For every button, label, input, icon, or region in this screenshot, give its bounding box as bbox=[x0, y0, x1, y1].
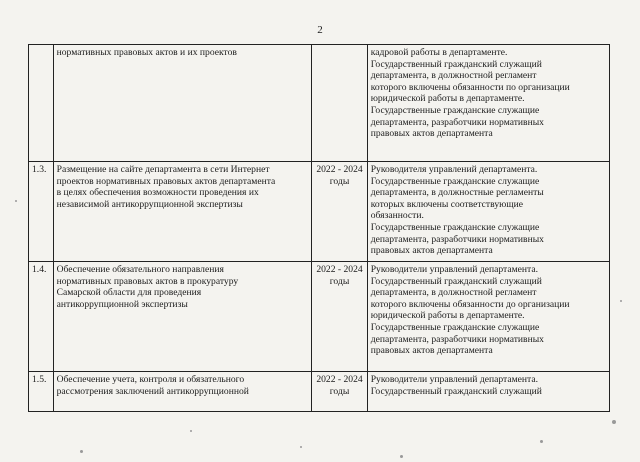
responsible-persons-line: Государственный гражданский служащий bbox=[370, 385, 542, 397]
implementation-period-line: годы bbox=[329, 385, 350, 397]
implementation-period bbox=[312, 262, 367, 372]
scan-speck bbox=[540, 440, 543, 443]
measure-description-line: проектов нормативных правовых актов департамента bbox=[56, 175, 276, 187]
responsible-persons-line: департамента, разработчики нормативных bbox=[370, 333, 544, 345]
implementation-period-line: 2022 - 2024 bbox=[316, 164, 363, 175]
responsible-persons-line: которого включены обязанности по организации bbox=[370, 81, 570, 93]
implementation-period bbox=[312, 372, 367, 412]
responsible-persons-line: департамента, в должностные регламенты bbox=[370, 187, 544, 199]
table-row bbox=[29, 262, 610, 372]
scan-speck bbox=[80, 450, 83, 453]
responsible-persons-line: департамента, в должностной регламент bbox=[370, 70, 537, 82]
measure-description-line: Обеспечение обязательного направления bbox=[56, 264, 224, 275]
item-number: 1.4. bbox=[29, 262, 54, 372]
responsible-persons-line: Государственные гражданские служащие bbox=[370, 175, 540, 187]
responsible-persons bbox=[367, 45, 609, 162]
responsible-persons-line: обязанности. bbox=[370, 210, 424, 222]
scan-speck bbox=[400, 455, 403, 458]
scan-speck bbox=[15, 200, 17, 202]
responsible-persons-line: Государственный гражданский служащий bbox=[370, 275, 542, 287]
measure-description bbox=[53, 262, 312, 372]
responsible-persons-line: Государственный гражданский служащий bbox=[370, 58, 542, 70]
responsible-persons bbox=[367, 162, 609, 262]
responsible-persons-line: департамента, разработчики нормативных bbox=[370, 233, 544, 245]
responsible-persons-line: которого включены обязанности до организации bbox=[370, 298, 570, 310]
responsible-persons-line: Руководители управлений департамента. bbox=[370, 374, 539, 385]
measure-description-line: Размещение на сайте департамента в сети Интернет bbox=[56, 164, 270, 175]
table-row bbox=[29, 372, 610, 412]
responsible-persons-line: кадровой работы в департаменте. bbox=[370, 47, 508, 58]
responsible-persons-line: правовых актов департамента bbox=[370, 245, 493, 257]
implementation-period-line: годы bbox=[329, 275, 350, 287]
scan-speck bbox=[620, 300, 622, 302]
measure-description-line: в целях обеспечения возможности проведения их bbox=[56, 187, 259, 199]
implementation-period-line: 2022 - 2024 bbox=[316, 374, 363, 385]
responsible-persons-line: департамента, в должностной регламент bbox=[370, 287, 537, 299]
responsible-persons-line: Государственные гражданские служащие bbox=[370, 221, 540, 233]
measure-description-line: нормативных правовых актов и их проектов bbox=[56, 47, 237, 58]
measure-description-line: Обеспечение учета, контроля и обязательного bbox=[56, 374, 245, 385]
implementation-period bbox=[312, 162, 367, 262]
responsible-persons-line: Государственные гражданские служащие bbox=[370, 104, 540, 116]
scan-speck bbox=[612, 420, 616, 424]
item-number bbox=[29, 45, 54, 162]
scan-speck bbox=[300, 446, 302, 448]
measure-description bbox=[53, 45, 312, 162]
table-row bbox=[29, 162, 610, 262]
responsible-persons bbox=[367, 262, 609, 372]
implementation-period-line: 2022 - 2024 bbox=[316, 264, 363, 275]
table-row bbox=[29, 45, 610, 162]
measure-description-line: антикоррупционной экспертизы bbox=[56, 298, 188, 310]
measures-table bbox=[28, 44, 610, 412]
responsible-persons-line: юридической работы в департаменте. bbox=[370, 310, 525, 322]
responsible-persons-line: Руководителя управлений департамента. bbox=[370, 164, 538, 175]
measure-description-line: рассмотрения заключений антикоррупционной bbox=[56, 385, 249, 397]
item-number: 1.5. bbox=[29, 372, 54, 412]
item-number: 1.3. bbox=[29, 162, 54, 262]
responsible-persons-line: правовых актов департамента bbox=[370, 345, 493, 357]
measure-description-line: нормативных правовых актов в прокуратуру bbox=[56, 275, 239, 287]
responsible-persons-line: юридической работы в департаменте. bbox=[370, 93, 525, 105]
scan-speck bbox=[190, 430, 192, 432]
responsible-persons-line: Руководители управлений департамента. bbox=[370, 264, 539, 275]
responsible-persons-line: правовых актов департамента bbox=[370, 128, 493, 140]
responsible-persons-line: которых включены соответствующие bbox=[370, 198, 524, 210]
implementation-period-line: годы bbox=[329, 175, 350, 187]
responsible-persons-line: департамента, разработчики нормативных bbox=[370, 116, 544, 128]
measure-description bbox=[53, 162, 312, 262]
measure-description-line: независимой антикоррупционной экспертизы bbox=[56, 198, 243, 210]
responsible-persons-line: Государственные гражданские служащие bbox=[370, 321, 540, 333]
implementation-period bbox=[312, 45, 367, 162]
page-number: 2 bbox=[317, 24, 323, 36]
measure-description bbox=[53, 372, 312, 412]
responsible-persons bbox=[367, 372, 609, 412]
measure-description-line: Самарской области для проведения bbox=[56, 287, 202, 299]
